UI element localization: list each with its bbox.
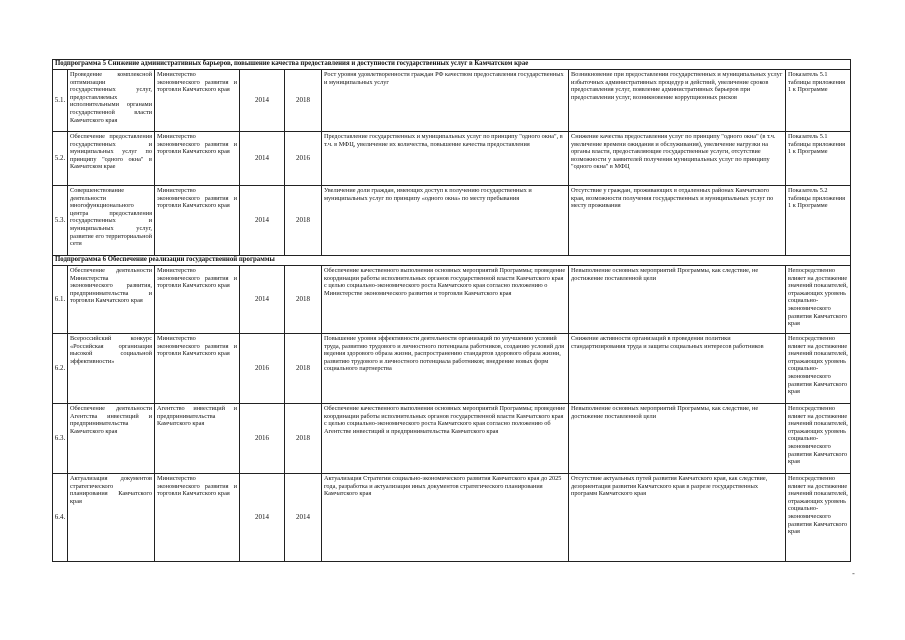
activity-name: Проведение комплексной оптимизации государственных услуг, предоставляемых исполнительными органами государственной власти Камчатского края <box>68 70 155 132</box>
indicator-link: Непосредственно влияет на достижение значений показателей, отражающих уровень социально-экономического развития Камчатского края <box>786 334 851 404</box>
non-implementation-consequence: Отсутствие у граждан, проживающих в отдаленных районах Камчатского края, возможности получения государственных и муниципальных услуг по месту проживания <box>569 186 786 256</box>
expected-result: Обеспечение качественного выполнения основных мероприятий Программы; проведение координации работы исполнительных органов государственной власти Камчатского края с целью социально-экономического роста Камчатского края согласно положению об Агентстве инвестиций и предпринимательства Камчатского края <box>322 404 569 474</box>
end-year: 2016 <box>285 132 322 186</box>
non-implementation-consequence: Снижение активности организаций в проведении политики стандартизирования труда и защиты социальных интересов работников <box>569 334 786 404</box>
executor: Министерство экономического развития и торговли Камчатского края <box>155 186 240 256</box>
indicator-link: Непосредственно влияет на достижение значений показателей, отражающих уровень социально-экономического развития Камчатского края <box>786 474 851 562</box>
executor: Министерство экономического развития и торговли Камчатского края <box>155 70 240 132</box>
start-year: 2014 <box>240 70 285 132</box>
row-number: 6.1. <box>53 266 68 334</box>
executor: Министерство экономического развития и торговли Камчатского края <box>155 132 240 186</box>
indicator-link: Показатель 5.2 таблицы приложения 1 к Программе <box>786 186 851 256</box>
table-row <box>53 474 851 562</box>
non-implementation-consequence: Снижение качества предоставления услуг по принципу "одного окна" (в т.ч. увеличение времени ожидания и обслуживания), увеличение нагрузки на органы власти, предоставляющие государственные услуги, отсутствие возможности у заявителей получения муниципальных услуг по принципу "одного окна" в МФЦ <box>569 132 786 186</box>
expected-result: Предоставление государственных и муниципальных услуг по принципу "одного окна", в т.ч. в МФЦ, увеличение их количества, повышение качества предоставления <box>322 132 569 186</box>
section-title: Подпрограмма 6 Обеспечение реализации государственной программы <box>53 256 851 266</box>
executor: Министерство экономического развития и торговли Камчатского края <box>155 334 240 404</box>
start-year: 2014 <box>240 266 285 334</box>
start-year: 2014 <box>240 132 285 186</box>
expected-result: Актуализация Стратегии социально-экономического развития Камчатского края до 2025 года, разработка и актуализация иных документов стратегического планирования Камчатского края <box>322 474 569 562</box>
expected-result: Повышение уровня эффективности деятельности организаций по улучшению условий труда, развитию трудового и личностного потенциала работников, созданию условий для ведения здорового образа жизни, распространению стандартов здорового образа жизни, развитию трудового и личностного потенциала работников; внедрение новых форм социального партнерства <box>322 334 569 404</box>
executor: Министерство экономического развития и торговли Камчатского края <box>155 474 240 562</box>
activity-name: Обеспечение деятельности Министерства экономического развития, предпринимательства и торговли Камчатского края <box>68 266 155 334</box>
activity-name: Всероссийский конкурс «Российская организация высокой социальной эффективности» <box>68 334 155 404</box>
non-implementation-consequence: Невыполнение основных мероприятий Программы, как следствие, не достижение поставленной цели <box>569 404 786 474</box>
table-row <box>53 132 851 186</box>
end-year: 2018 <box>285 70 322 132</box>
activity-name: Обеспечение предоставления государственных и муниципальных услуг по принципу "одного окна" в Камчатском крае <box>68 132 155 186</box>
table-row <box>53 186 851 256</box>
activity-name: Актуализация документов стратегического планирования Камчатского края <box>68 474 155 562</box>
expected-result: Рост уровня удовлетворенности граждан РФ качеством предоставления государственных и муниципальных услуг <box>322 70 569 132</box>
indicator-link: Непосредственно влияет на достижение значений показателей, отражающих уровень социально-экономического развития Камчатского края <box>786 266 851 334</box>
non-implementation-consequence: Отсутствие актуальных путей развития Камчатского края, как следствие, дезориентация развития Камчатского края в разрезе государственных программ Камчатского края <box>569 474 786 562</box>
program-table <box>52 59 851 562</box>
section-header <box>53 256 851 266</box>
row-number: 6.4. <box>53 474 68 562</box>
executor: Министерство экономического развития и торговли Камчатского края <box>155 266 240 334</box>
corner-mark: - <box>852 569 855 578</box>
end-year: 2018 <box>285 334 322 404</box>
section-header <box>53 60 851 70</box>
start-year: 2014 <box>240 186 285 256</box>
non-implementation-consequence: Невыполнение основных мероприятий Программы, как следствие, не достижение поставленной цели <box>569 266 786 334</box>
row-number: 5.2. <box>53 132 68 186</box>
start-year: 2014 <box>240 474 285 562</box>
indicator-link: Показатель 5.1 таблицы приложения 1 к Программе <box>786 132 851 186</box>
table-row <box>53 266 851 334</box>
table-row <box>53 404 851 474</box>
row-number: 6.3. <box>53 404 68 474</box>
row-number: 5.3. <box>53 186 68 256</box>
end-year: 2018 <box>285 266 322 334</box>
start-year: 2016 <box>240 404 285 474</box>
table-row <box>53 70 851 132</box>
end-year: 2014 <box>285 474 322 562</box>
activity-name: Совершенствование деятельности многофункционального центра предоставления государственных и муниципальных услуг, развитие его территориальной сети <box>68 186 155 256</box>
activity-name: Обеспечение деятельности Агентства инвестиций и предпринимательства Камчатского края <box>68 404 155 474</box>
table-row <box>53 334 851 404</box>
end-year: 2018 <box>285 404 322 474</box>
expected-result: Увеличение доли граждан, имеющих доступ к получению государственных и муниципальных услуг по принципу «одного окна» по месту пребывания <box>322 186 569 256</box>
section-title: Подпрограмма 5 Снижение административных барьеров, повышение качества предоставления и доступности государственных услуг в Камчатском крае <box>53 60 851 70</box>
end-year: 2018 <box>285 186 322 256</box>
start-year: 2016 <box>240 334 285 404</box>
expected-result: Обеспечение качественного выполнения основных мероприятий Программы; проведение координации работы исполнительных органов государственной власти Камчатского края с целью социально-экономического роста Камчатского края согласно положению о Министерстве экономического развития и торговли Камчатского края <box>322 266 569 334</box>
indicator-link: Непосредственно влияет на достижение значений показателей, отражающих уровень социально-экономического развития Камчатского края <box>786 404 851 474</box>
executor: Агентство инвестиций и предпринимательства Камчатского края <box>155 404 240 474</box>
document-sheet <box>52 59 850 562</box>
row-number: 5.1. <box>53 70 68 132</box>
indicator-link: Показатель 5.1 таблицы приложения 1 к Программе <box>786 70 851 132</box>
row-number: 6.2. <box>53 334 68 404</box>
non-implementation-consequence: Возникновение при предоставлении государственных и муниципальных услуг избыточных административных процедур и действий, увеличение сроков предоставления услуг, появление административных барьеров при предоставлении услуг, возникновение коррупционных рисков <box>569 70 786 132</box>
